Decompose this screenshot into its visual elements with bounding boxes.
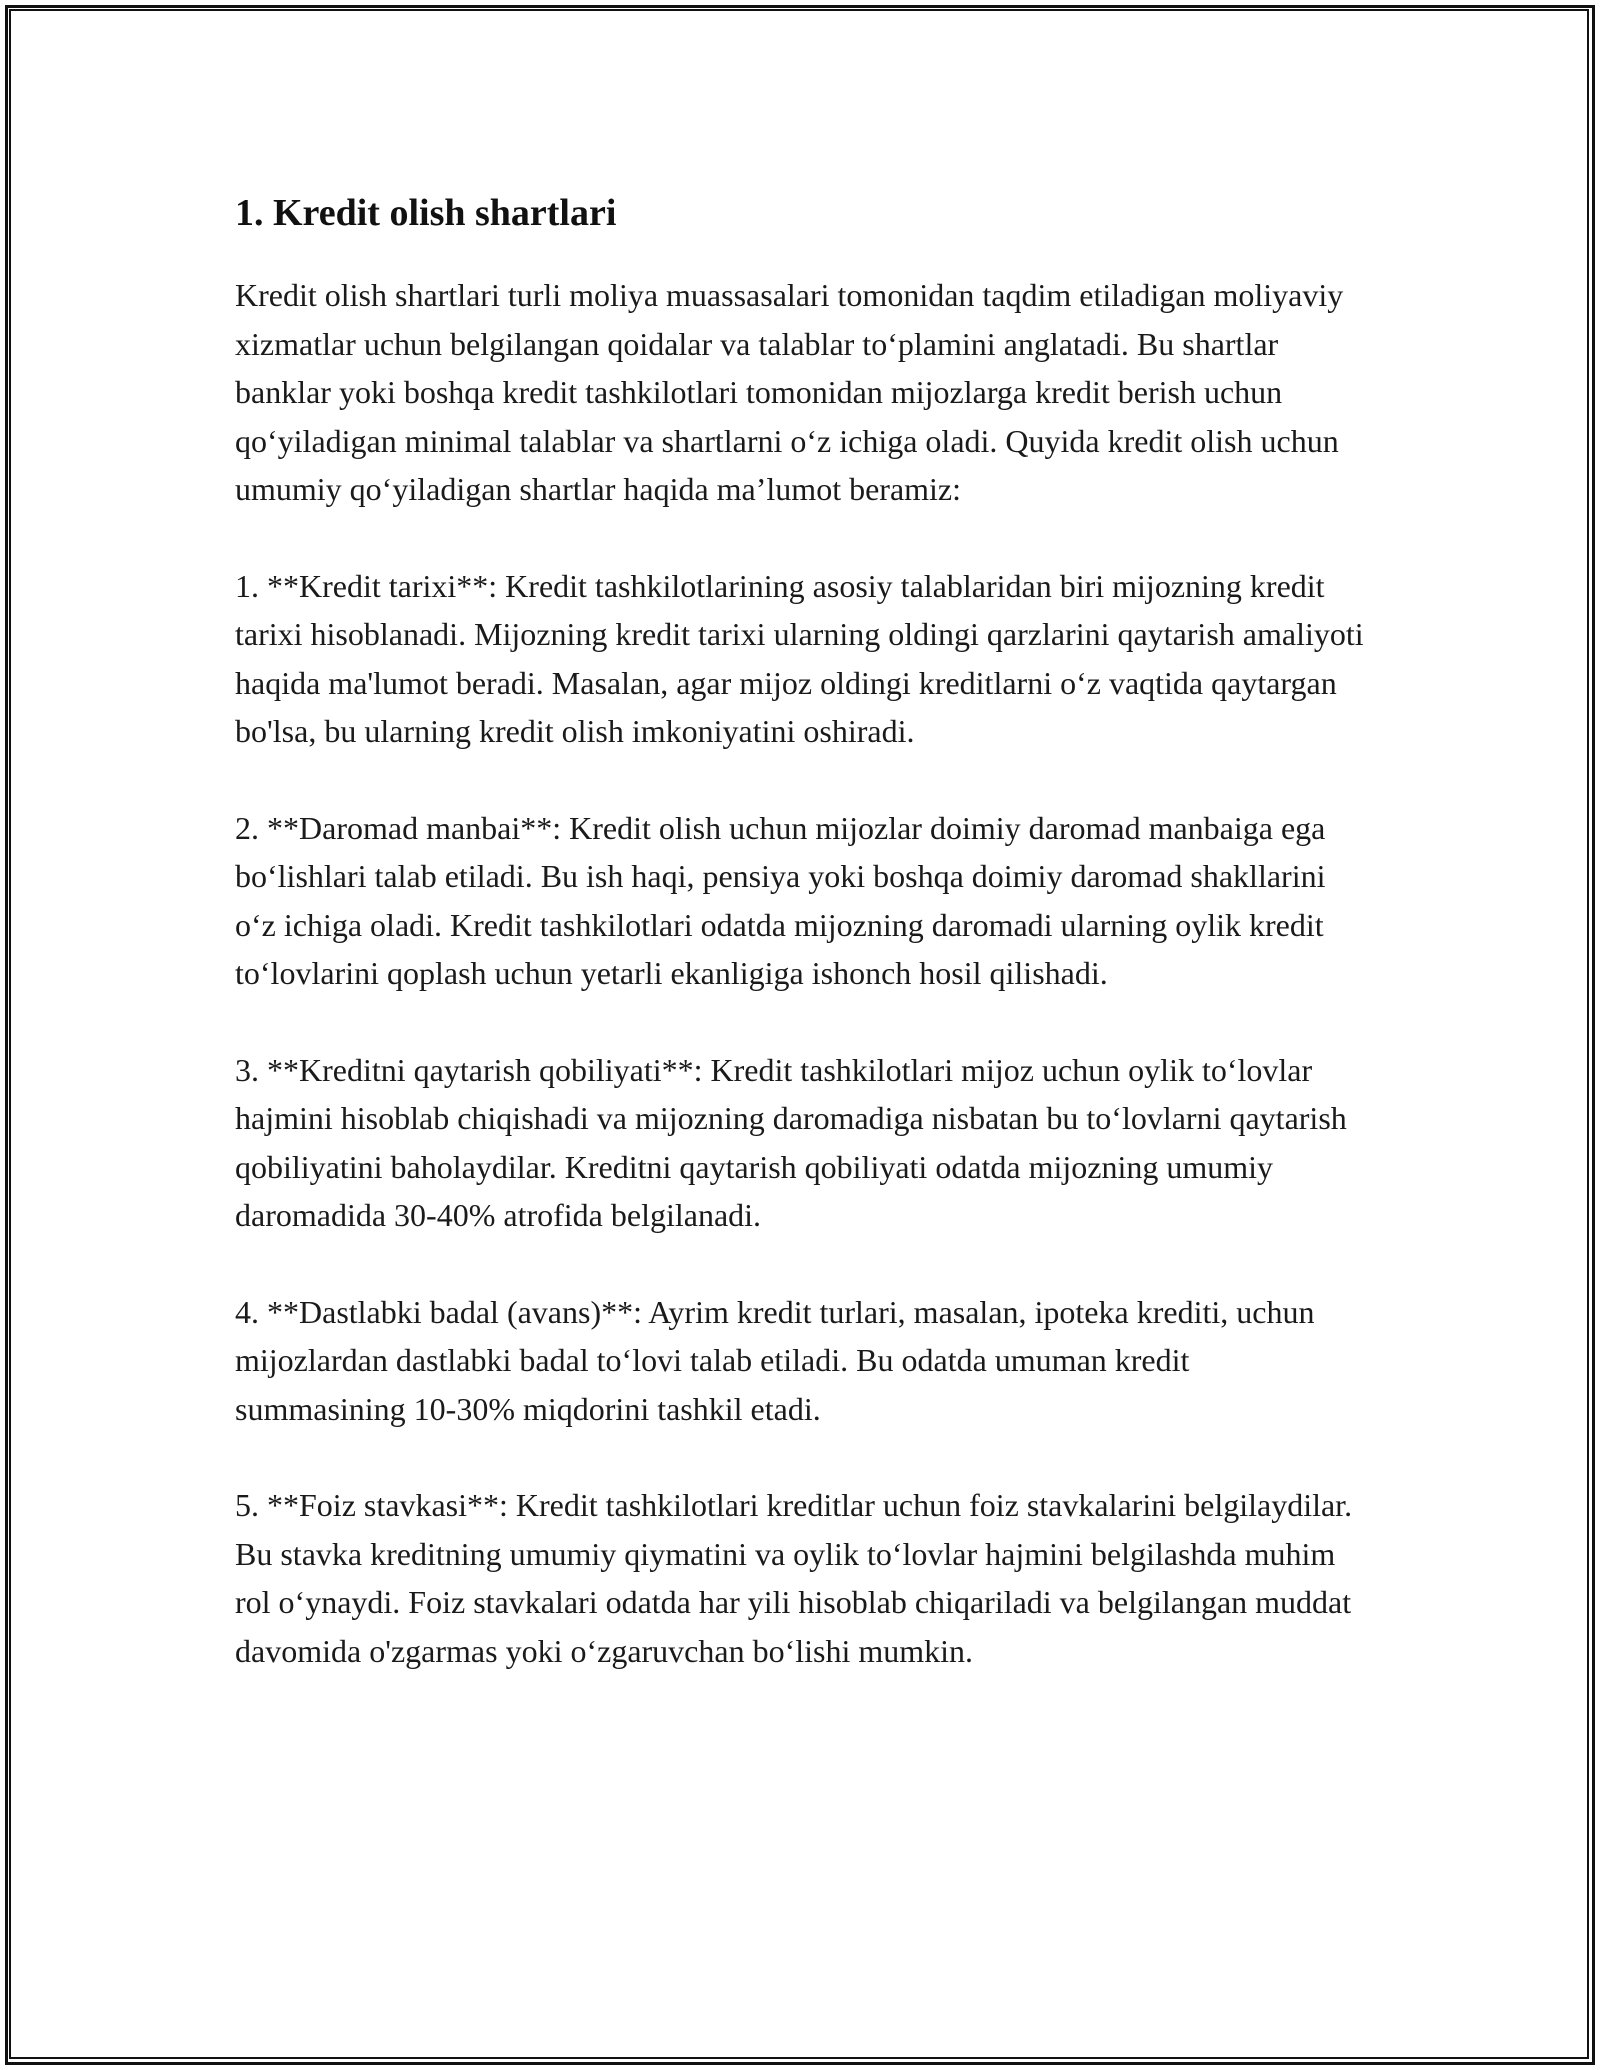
paragraph-repayment-ability: 3. **Kreditni qaytarish qobiliyati**: Kredit tashkilotlari mijoz uchun oylik to‘lovlar hajmini hisoblab chiqishadi va mijozning daromadiga nisbatan bu to‘lovlarni qaytarish qobiliyatini baholaydilar. Kreditni qaytarish qobiliyati odatda mijozning umumiy daromadida 30-40% atrofida belgilanadi.: [235, 1051, 1347, 1233]
intro-paragraph: Kredit olish shartlari turli moliya muassasalari tomonidan taqdim etiladigan moliyaviy xizmatlar uchun belgilangan qoidalar va talablar to‘plamini anglatadi. Bu shartlar banklar yoki boshqa kredit tashkilotlari tomonidan mijozlarga kredit berish uchun qo‘yiladigan minimal talablar va shartlarni o‘z ichiga oladi. Quyida kredit olish uchun umumiy qo‘yiladigan shartlar haqida ma’lumot beramiz:: [235, 277, 1344, 507]
document-body: [235, 185, 1365, 1723]
paragraph-interest-rate: 5. **Foiz stavkasi**: Kredit tashkilotlari kreditlar uchun foiz stavkalarini belgilaydilar. Bu stavka kreditning umumiy qiymatini va oylik to‘lovlar hajmini belgilashda muhim rol o‘ynaydi. Foiz stavkalari odatda har yili hisoblab chiqariladi va belgilangan muddat davomida o'zgarmas yoki o‘zgaruvchan bo‘lishi mumkin.: [235, 1487, 1353, 1669]
paragraph-income-source: 2. **Daromad manbai**: Kredit olish uchun mijozlar doimiy daromad manbaiga ega bo‘lishlari talab etiladi. Bu ish haqi, pensiya yoki boshqa doimiy daromad shakllarini o‘z ichiga oladi. Kredit tashkilotlari odatda mijozning daromadi ularning oylik kredit to‘lovlarini qoplash uchun yetarli ekanligiga ishonch hosil qilishadi.: [235, 809, 1326, 991]
section-heading: 1. Kredit olish shartlari: [235, 192, 617, 234]
paragraph-down-payment: 4. **Dastlabki badal (avans)**: Ayrim kredit turlari, masalan, ipoteka krediti, uchun mijozlardan dastlabki badal to‘lovi talab etiladi. Bu odatda umuman kredit summasining 10-30% miqdorini tashkil etadi.: [235, 1293, 1315, 1427]
paragraph-credit-history: 1. **Kredit tarixi**: Kredit tashkilotlarining asosiy talablaridan biri mijozning kredit tarixi hisoblanadi. Mijozning kredit tarixi ularning oldingi qarzlarini qaytarish amaliyoti haqida ma'lumot beradi. Masalan, agar mijoz oldingi kreditlarni o‘z vaqtida qaytargan bo'lsa, bu ularning kredit olish imkoniyatini oshiradi.: [235, 567, 1364, 749]
